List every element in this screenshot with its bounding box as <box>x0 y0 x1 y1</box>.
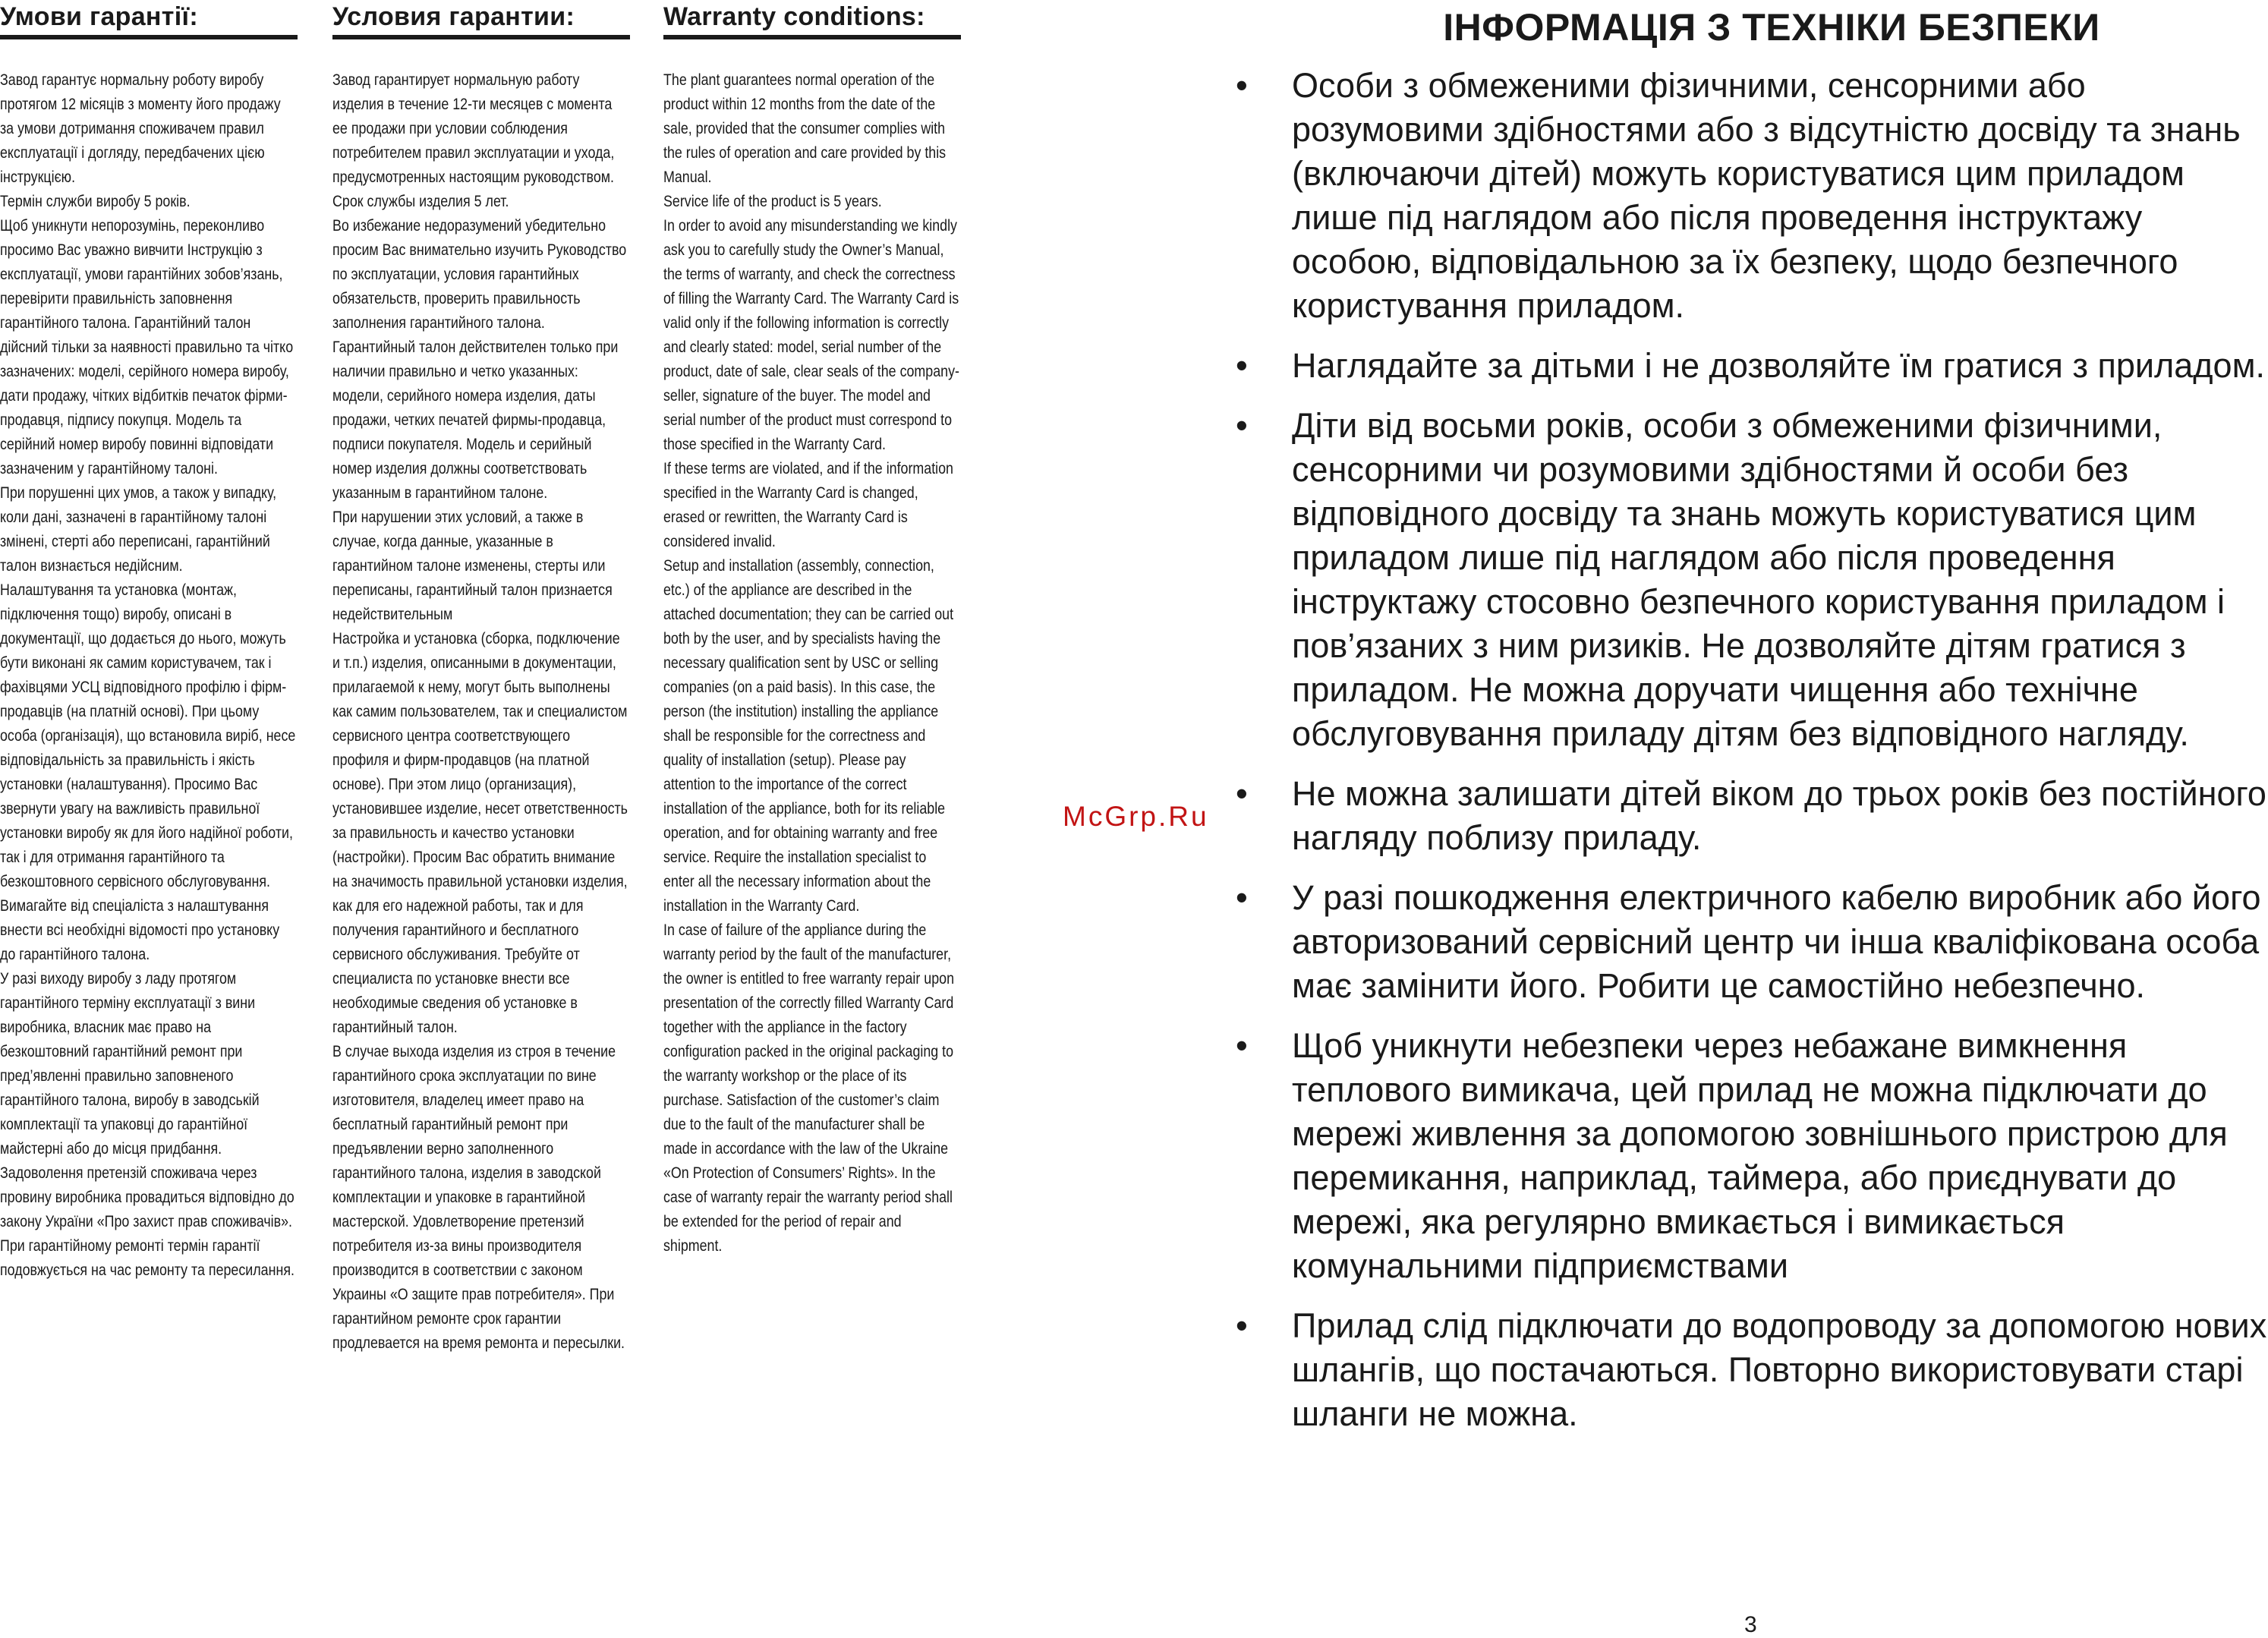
paragraph: В случае выхода изделия из строя в течение гарантийного срока эксплуатации по вине изготовителя, владелец имеет право на бесплатный гарантийный ремонт при предъявлении верно заполненного гарантийного талона, изделия в заводской комплектации и упаковке в гарантийной мастерской. Удовлетворение претензий потребителя из-за вины производителя производится в соответствии с законом Украины «О защите прав потребителя». При гарантийном ремонте срок гарантии продлевается на время ремонта и пересылки. <box>332 1043 625 1352</box>
warranty-text-ru <box>332 68 630 1356</box>
page-number: 3 <box>1744 1612 1757 1637</box>
paragraph: Термін служби виробу 5 років. <box>0 193 191 210</box>
warranty-heading-ru: Условия гарантии: <box>332 0 630 39</box>
safety-item-text: Наглядайте за дітьми і не дозволяйте їм гратися з приладом. <box>1292 346 2266 385</box>
warranty-column-uk <box>0 0 298 1283</box>
paragraph: In case of failure of the appliance during the warranty period by the fault of the manufacturer, the owner is entitled to free warranty repair upon presentation of the correctly filled Warranty Card together with the appliance in the factory configuration packed in the original packaging to the warranty workshop or the place of its purchase. Satisfaction of the customer’s claim due to the fault of the manufacturer shall be made in accordance with the law of the Ukraine «On Protection of Consumers’ Rights». In the case of warranty repair the warranty period shall be extended for the period of repair and shipment. <box>663 921 954 1255</box>
paragraph: The plant guarantees normal operation of the product within 12 months from the date of the sale, provided that the consumer complies with the rules of operation and care provided by this Manual. <box>663 71 947 186</box>
warranty-heading-uk: Умови гарантії: <box>0 0 298 39</box>
paragraph: Налаштування та установка (монтаж, підключення тощо) виробу, описані в документації, що додається до нього, можуть бути виконані як самим користувачем, так і фахівцями УСЦ відповідного профілю і фірм-продавців (на платній основі). При цьому особа (організація), що встановила виріб, несе відповідальність за правильність і якість установки (налаштування). Просимо Вас звернути увагу на важливість правильної установки виробу як для його надійної роботи, так і для отримання гарантійного та безкоштовного сервісного обслуговування. Вимагайте від спеціаліста з налаштування внести всі необхідні відомості про установку до гарантійного талона. <box>0 581 296 963</box>
bullet-icon: • <box>1236 346 1248 385</box>
safety-section <box>1214 0 2268 1452</box>
paragraph: При нарушении этих условий, а также в случае, когда данные, указанные в гарантийном талоне изменены, стерты или переписаны, гарантийный талон признается недействительным <box>332 509 613 623</box>
watermark: McGrp.Ru <box>1063 801 1209 832</box>
paragraph: Завод гарантирует нормальную работу изделия в течение 12-ти месяцев с момента ее продажи при условии соблюдения потребителем правил эксплуатации и ухода, предусмотренных настоящим руководством. <box>332 71 615 186</box>
safety-item <box>1214 344 2268 388</box>
warranty-column-ru <box>332 0 630 1356</box>
bullet-icon: • <box>1236 774 1248 813</box>
warranty-text-uk <box>0 68 298 1283</box>
paragraph: Щоб уникнути непорозумінь, переконливо просимо Вас уважно вивчити Інструкцію з експлуатації, умови гарантійних зобов’язань, перевірити правильність заповнення гарантійного талона. Гарантійний талон дійсний тільки за наявності правильно та чітко зазначених: моделі, серійного номера виробу, дати продажу, чітких відбитків печаток фірми-продавця, підпису покупця. Модель та серійний номер виробу повинні відповідати зазначеним у гарантійному талоні. <box>0 217 294 477</box>
paragraph: Завод гарантує нормальну роботу виробу протягом 12 місяців з моменту його продажу за умови дотримання споживачем правил експлуатації і догляду, передбачених цією інструкцією. <box>0 71 281 186</box>
paragraph: Срок службы изделия 5 лет. <box>332 193 509 210</box>
bullet-icon: • <box>1236 406 1248 445</box>
safety-title: ІНФОРМАЦІЯ З ТЕХНІКИ БЕЗПЕКИ <box>1443 6 2100 49</box>
bullet-icon: • <box>1236 878 1248 917</box>
paragraph: При порушенні цих умов, а також у випадку, коли дані, зазначені в гарантійному талоні змінені, стерті або переписані, гарантійний талон визнається недійсним. <box>0 484 277 575</box>
safety-item <box>1214 404 2268 756</box>
warranty-column-en <box>663 0 961 1258</box>
bullet-icon: • <box>1236 66 1248 105</box>
paragraph: If these terms are violated, and if the information specified in the Warranty Card is changed, erased or rewritten, the Warranty Card is considered invalid. <box>663 460 953 550</box>
safety-item <box>1214 1024 2268 1288</box>
safety-item <box>1214 64 2268 328</box>
safety-item-text: Особи з обмеженими фізичними, сенсорними або розумовими здібностями або з відсутністю досвіду та знань (включаючи дітей) можуть користуватися цим приладом лише під наглядом або після проведення інструктажу особою, відповідальною за їх безпеку, щодо безпечного користування приладом. <box>1292 66 2241 325</box>
bullet-icon: • <box>1236 1306 1248 1345</box>
paragraph: In order to avoid any misunderstanding we kindly ask you to carefully study the Owner’s Manual, the terms of warranty, and check the correctness of filling the Warranty Card. The Warranty Card is valid only if the following information is correctly and clearly stated: model, serial number of the product, date of sale, clear seals of the company-seller, signature of the buyer. The model and serial number of the product must correspond to those specified in the Warranty Card. <box>663 217 959 453</box>
safety-item-text: Щоб уникнути небезпеки через небажане вимкнення теплового вимикача, цей прилад не можна підключати до мережі живлення за допомогою зовнішнього пристрою для перемикання, наприклад, таймера, або приєднувати до мережі, яка регулярно вмикається і вимикається комунальними підприємствами <box>1292 1026 2228 1285</box>
safety-item <box>1214 876 2268 1008</box>
safety-item-text: Не можна залишати дітей віком до трьох років без постійного нагляду поблизу приладу. <box>1292 774 2266 857</box>
safety-item-text: У разі пошкодження електричного кабелю виробник або його авторизований сервісний центр чи інша кваліфікована особа має замінити його. Робити це самостійно небезпечно. <box>1292 878 2261 1005</box>
paragraph: Во избежание недоразумений убедительно просим Вас внимательно изучить Руководство по эксплуатации, условия гарантийных обязательств, проверить правильность заполнения гарантийного талона. Гарантийный талон действителен только при наличии правильно и четко указанных: модели, серийного номера изделия, даты продажи, четких печатей фирмы-продавца, подписи покупателя. Модель и серийный номер изделия должны соответствовать указанным в гарантийном талоне. <box>332 217 627 502</box>
paragraph: Setup and installation (assembly, connection, etc.) of the appliance are described in the attached documentation; they can be carried out both by the user, and by specialists having the necessary qualification sent by USC or selling companies (on a paid basis). In this case, the person (the institution) installing the appliance shall be responsible for the correctness and quality of installation (setup). Please pay attention to the importance of the correct installation of the appliance, both for its reliable operation, and for obtaining warranty and free service. Require the installation specialist to enter all the necessary information about the installation in the Warranty Card. <box>663 557 954 915</box>
safety-item <box>1214 1304 2268 1436</box>
safety-item-text: Діти від восьми років, особи з обмеженими фізичними, сенсорними чи розумовими здібностями й особи без відповідного досвіду та знань можуть користуватися цим приладом лише під наглядом або після проведення інструктажу стосовно безпечного користування приладом і пов’язаних з ним ризиків. Не дозволяйте дітям гратися з приладом. Не можна доручати чищення або технічне обслуговування приладу дітям без відповідного нагляду. <box>1292 406 2225 753</box>
paragraph: У разі виходу виробу з ладу протягом гарантійного терміну експлуатації з вини виробника, власник має право на безкоштовний гарантійний ремонт при пред’явленні правильно заповненого гарантійного талона, виробу в заводській комплектації та упаковці до гарантійної майстерні або до місця придбання. Задоволення претензій споживача через провину виробника провадиться відповідно до закону України «Про захист прав споживачів». При гарантійному ремонті термін гарантії подовжується на час ремонту та пересилання. <box>0 970 295 1279</box>
warranty-heading-en: Warranty conditions: <box>663 0 961 39</box>
paragraph: Service life of the product is 5 years. <box>663 193 882 210</box>
warranty-text-en <box>663 68 961 1258</box>
safety-item-text: Прилад слід підключати до водопроводу за допомогою нових шлангів, що постачаються. Повторно використовувати старі шланги не можна. <box>1292 1306 2267 1433</box>
safety-item <box>1214 772 2268 860</box>
paragraph: Настройка и установка (сборка, подключение и т.п.) изделия, описанными в документации, прилагаемой к нему, могут быть выполнены как самим пользователем, так и специалистом сервисного центра соответствующего профиля и фирм-продавцов (на платной основе). При этом лицо (организация), установившее изделие, несет ответственность за правильность и качество установки (настройки). Просим Вас обратить внимание на значимость правильной установки изделия, как для его надежной работы, так и для получения гарантийного и бесплатного сервисного обслуживания. Требуйте от специалиста по установке внести все необходимые сведения об установке в гарантийный талон. <box>332 630 628 1036</box>
safety-list <box>1214 64 2268 1436</box>
bullet-icon: • <box>1236 1026 1248 1065</box>
